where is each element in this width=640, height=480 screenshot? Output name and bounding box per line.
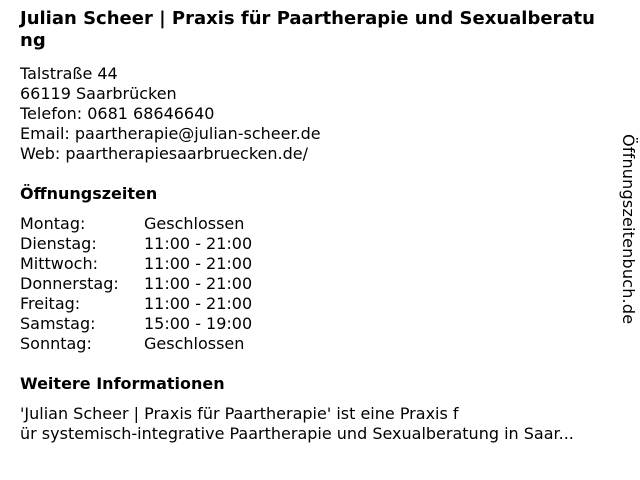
opening-hours-heading: Öffnungszeiten [20, 184, 158, 203]
hours-row-monday [20, 214, 252, 234]
hours-day: Mittwoch: [20, 254, 98, 273]
hours-day: Freitag: [20, 294, 81, 313]
hours-row-thursday [20, 274, 252, 294]
website-link[interactable]: Web: paartherapiesaarbruecken.de/ [20, 144, 308, 163]
hours-time: Geschlossen [144, 214, 245, 233]
hours-day: Samstag: [20, 314, 96, 333]
hours-day: Montag: [20, 214, 86, 233]
hours-time: Geschlossen [144, 334, 245, 353]
hours-row-friday [20, 294, 252, 314]
hours-day: Sonntag: [20, 334, 92, 353]
source-watermark: Öffnungszeitenbuch.de [619, 134, 638, 325]
hours-row-wednesday [20, 254, 252, 274]
street-address: Talstraße 44 [20, 64, 118, 83]
hours-row-sunday [20, 334, 252, 354]
hours-day: Dienstag: [20, 234, 97, 253]
business-description [20, 404, 620, 444]
hours-time: 11:00 - 21:00 [144, 274, 253, 293]
email-address[interactable]: Email: paartherapie@julian-scheer.de [20, 124, 321, 143]
hours-row-tuesday [20, 234, 252, 254]
phone-number[interactable]: Telefon: 0681 68646640 [20, 104, 215, 123]
hours-day: Donnerstag: [20, 274, 119, 293]
opening-hours-table [20, 214, 252, 354]
hours-time: 11:00 - 21:00 [144, 294, 253, 313]
hours-time: 11:00 - 21:00 [144, 254, 253, 273]
hours-time: 15:00 - 19:00 [144, 314, 253, 333]
city-postal: 66119 Saarbrücken [20, 84, 177, 103]
address-block [20, 64, 321, 164]
business-title: Julian Scheer | Praxis für Paartherapie und Sexualberatung [20, 8, 595, 51]
hours-time: 11:00 - 21:00 [144, 234, 253, 253]
description-line: 'Julian Scheer | Praxis für Paartherapie' ist eine Praxis f [20, 404, 459, 423]
further-info-heading: Weitere Informationen [20, 374, 225, 393]
description-line: ür systemisch-integrative Paartherapie und Sexualberatung in Saar... [20, 424, 574, 443]
hours-row-saturday [20, 314, 252, 334]
